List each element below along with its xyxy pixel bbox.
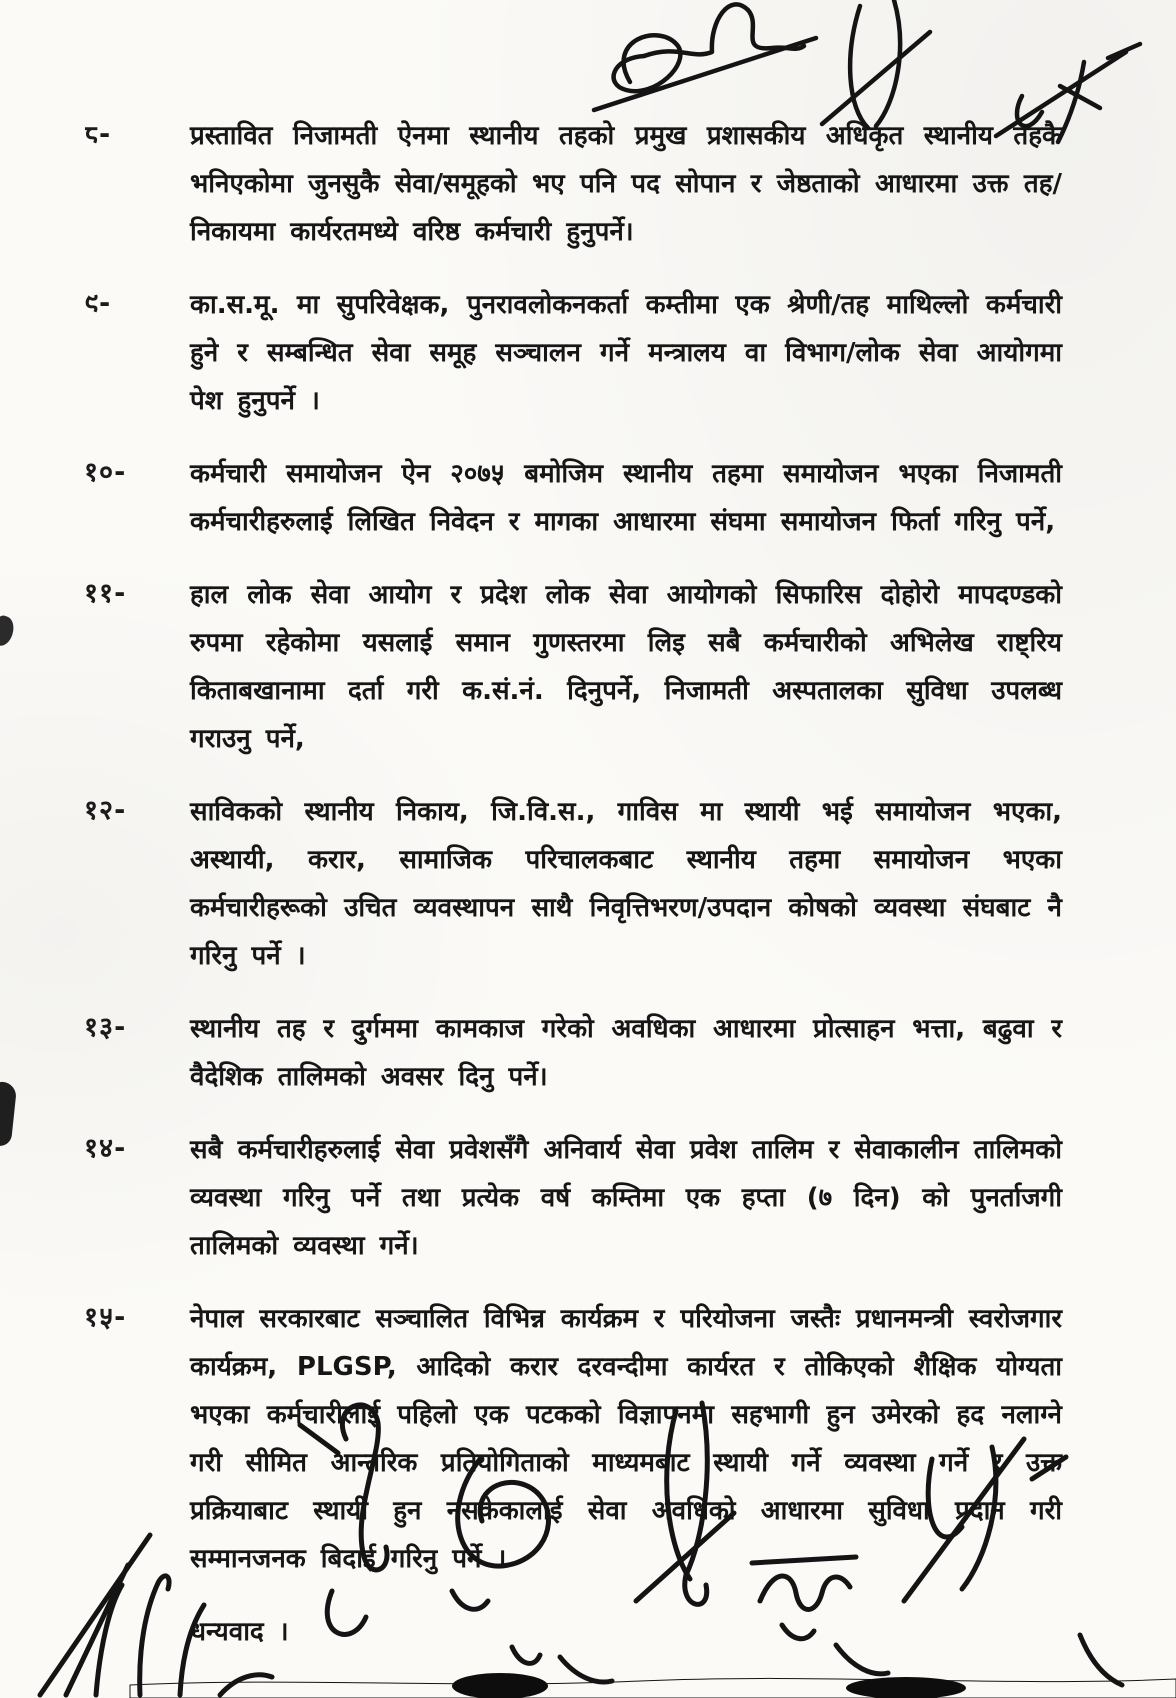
item-text: हाल लोक सेवा आयोग र प्रदेश लोक सेवा आयोगको सिफारिस दोहोरो मापदण्डको रुपमा रहेकोमा यसलाई समान गुणस्तरमा लिइ सबै कर्मचारीको अभिलेख राष्ट्रिय किताबखानामा दर्ता गरी क.सं.नं. दिनुपर्ने, निजामती अस्पतालका सुविधा उपलब्ध गराउनु पर्ने, bbox=[190, 580, 1062, 754]
list-item-8 bbox=[84, 112, 1062, 256]
item-text: स्थानीय तह र दुर्गममा कामकाज गरेको अवधिका आधारमा प्रोत्साहन भत्ता, बढुवा र वैदेशिक तालिमको अवसर दिनु पर्ने। bbox=[190, 1014, 1062, 1092]
closing-thanks: धन्यवाद । bbox=[190, 1617, 289, 1647]
list-item-11 bbox=[84, 571, 1062, 763]
item-number: ८- bbox=[84, 119, 112, 150]
item-number: १३- bbox=[84, 1012, 127, 1043]
item-text: कर्मचारी समायोजन ऐन २०७५ बमोजिम स्थानीय तहमा समायोजन भएका निजामती कर्मचारीहरुलाई लिखित निवेदन र मागका आधारमा संघमा समायोजन फिर्ता गरिनु पर्ने, bbox=[190, 459, 1062, 537]
item-number: १२- bbox=[84, 795, 127, 826]
handwritten-signatures-bottom bbox=[0, 1395, 1176, 1698]
item-number: ११- bbox=[84, 578, 127, 609]
item-text: का.स.मू. मा सुपरिवेक्षक, पुनरावलोकनकर्ता कम्तीमा एक श्रेणी/तह माथिल्लो कर्मचारी हुने र सम्बन्धित सेवा समूह सञ्चालन गर्ने मन्त्रालय वा विभाग/लोक सेवा आयोगमा पेश हुनुपर्ने । bbox=[190, 290, 1062, 416]
item-text: नेपाल सरकारबाट सञ्चालित विभिन्न कार्यक्रम र परियोजना जस्तैः प्रधानमन्त्री स्वरोजगार कार्यक्रम, PLGSP, आदिको करार दरवन्दीमा कार्यरत र तोकिएको शैक्षिक योग्यता भएका कर्मचारीलाई पहिलो एक पटकको विज्ञापनमा सहभागी हुन उमेरको हद नलाग्ने गरी सीमित आन्तरिक प्रतियोगिताको माध्यमबाट स्थायी गर्ने व्यवस्था गर्ने र उक्त प्रक्रियाबाट स्थायी हुन नसकेकालाई सेवा अवधिको आधारमा सुविधा प्रदान गरी सम्मानजनक बिदाई गरिनु पर्ने । bbox=[190, 1304, 1062, 1574]
item-number: ९- bbox=[84, 288, 112, 319]
item-number: १५- bbox=[84, 1302, 127, 1333]
item-number: १०- bbox=[84, 457, 127, 488]
item-text: साविकको स्थानीय निकाय, जि.वि.स., गाविस मा स्थायी भई समायोजन भएका, अस्थायी, करार, सामाजिक परिचालकबाट स्थानीय तहमा समायोजन भएका कर्मचारीहरूको उचित व्यवस्थापन साथै निवृत्तिभरण/उपदान कोषको व्यवस्था संघबाट नै गरिनु पर्ने । bbox=[190, 797, 1062, 971]
list-item-14 bbox=[84, 1126, 1062, 1270]
list-item-10 bbox=[84, 450, 1062, 546]
list-item-9 bbox=[84, 281, 1062, 425]
item-text: प्रस्तावित निजामती ऐनमा स्थानीय तहको प्रमुख प्रशासकीय अधिकृत स्थानीय तहकै भनिएकोमा जुनसुकै सेवा/समूहको भए पनि पद सोपान र जेष्ठताको आधारमा उक्त तह/निकायमा कार्यरतमध्ये वरिष्ठ कर्मचारी हुनुपर्ने। bbox=[190, 121, 1062, 247]
list-item-13 bbox=[84, 1005, 1062, 1101]
list-item-12 bbox=[84, 788, 1062, 980]
item-text: सबै कर्मचारीहरुलाई सेवा प्रवेशसँगै अनिवार्य सेवा प्रवेश तालिम र सेवाकालीन तालिमको व्यवस्था गरिनु पर्ने तथा प्रत्येक वर्ष कम्तिमा एक हप्ता (७ दिन) को पुनर्ताजगी तालिमको व्यवस्था गर्ने। bbox=[190, 1135, 1062, 1261]
item-number: १४- bbox=[84, 1133, 127, 1164]
